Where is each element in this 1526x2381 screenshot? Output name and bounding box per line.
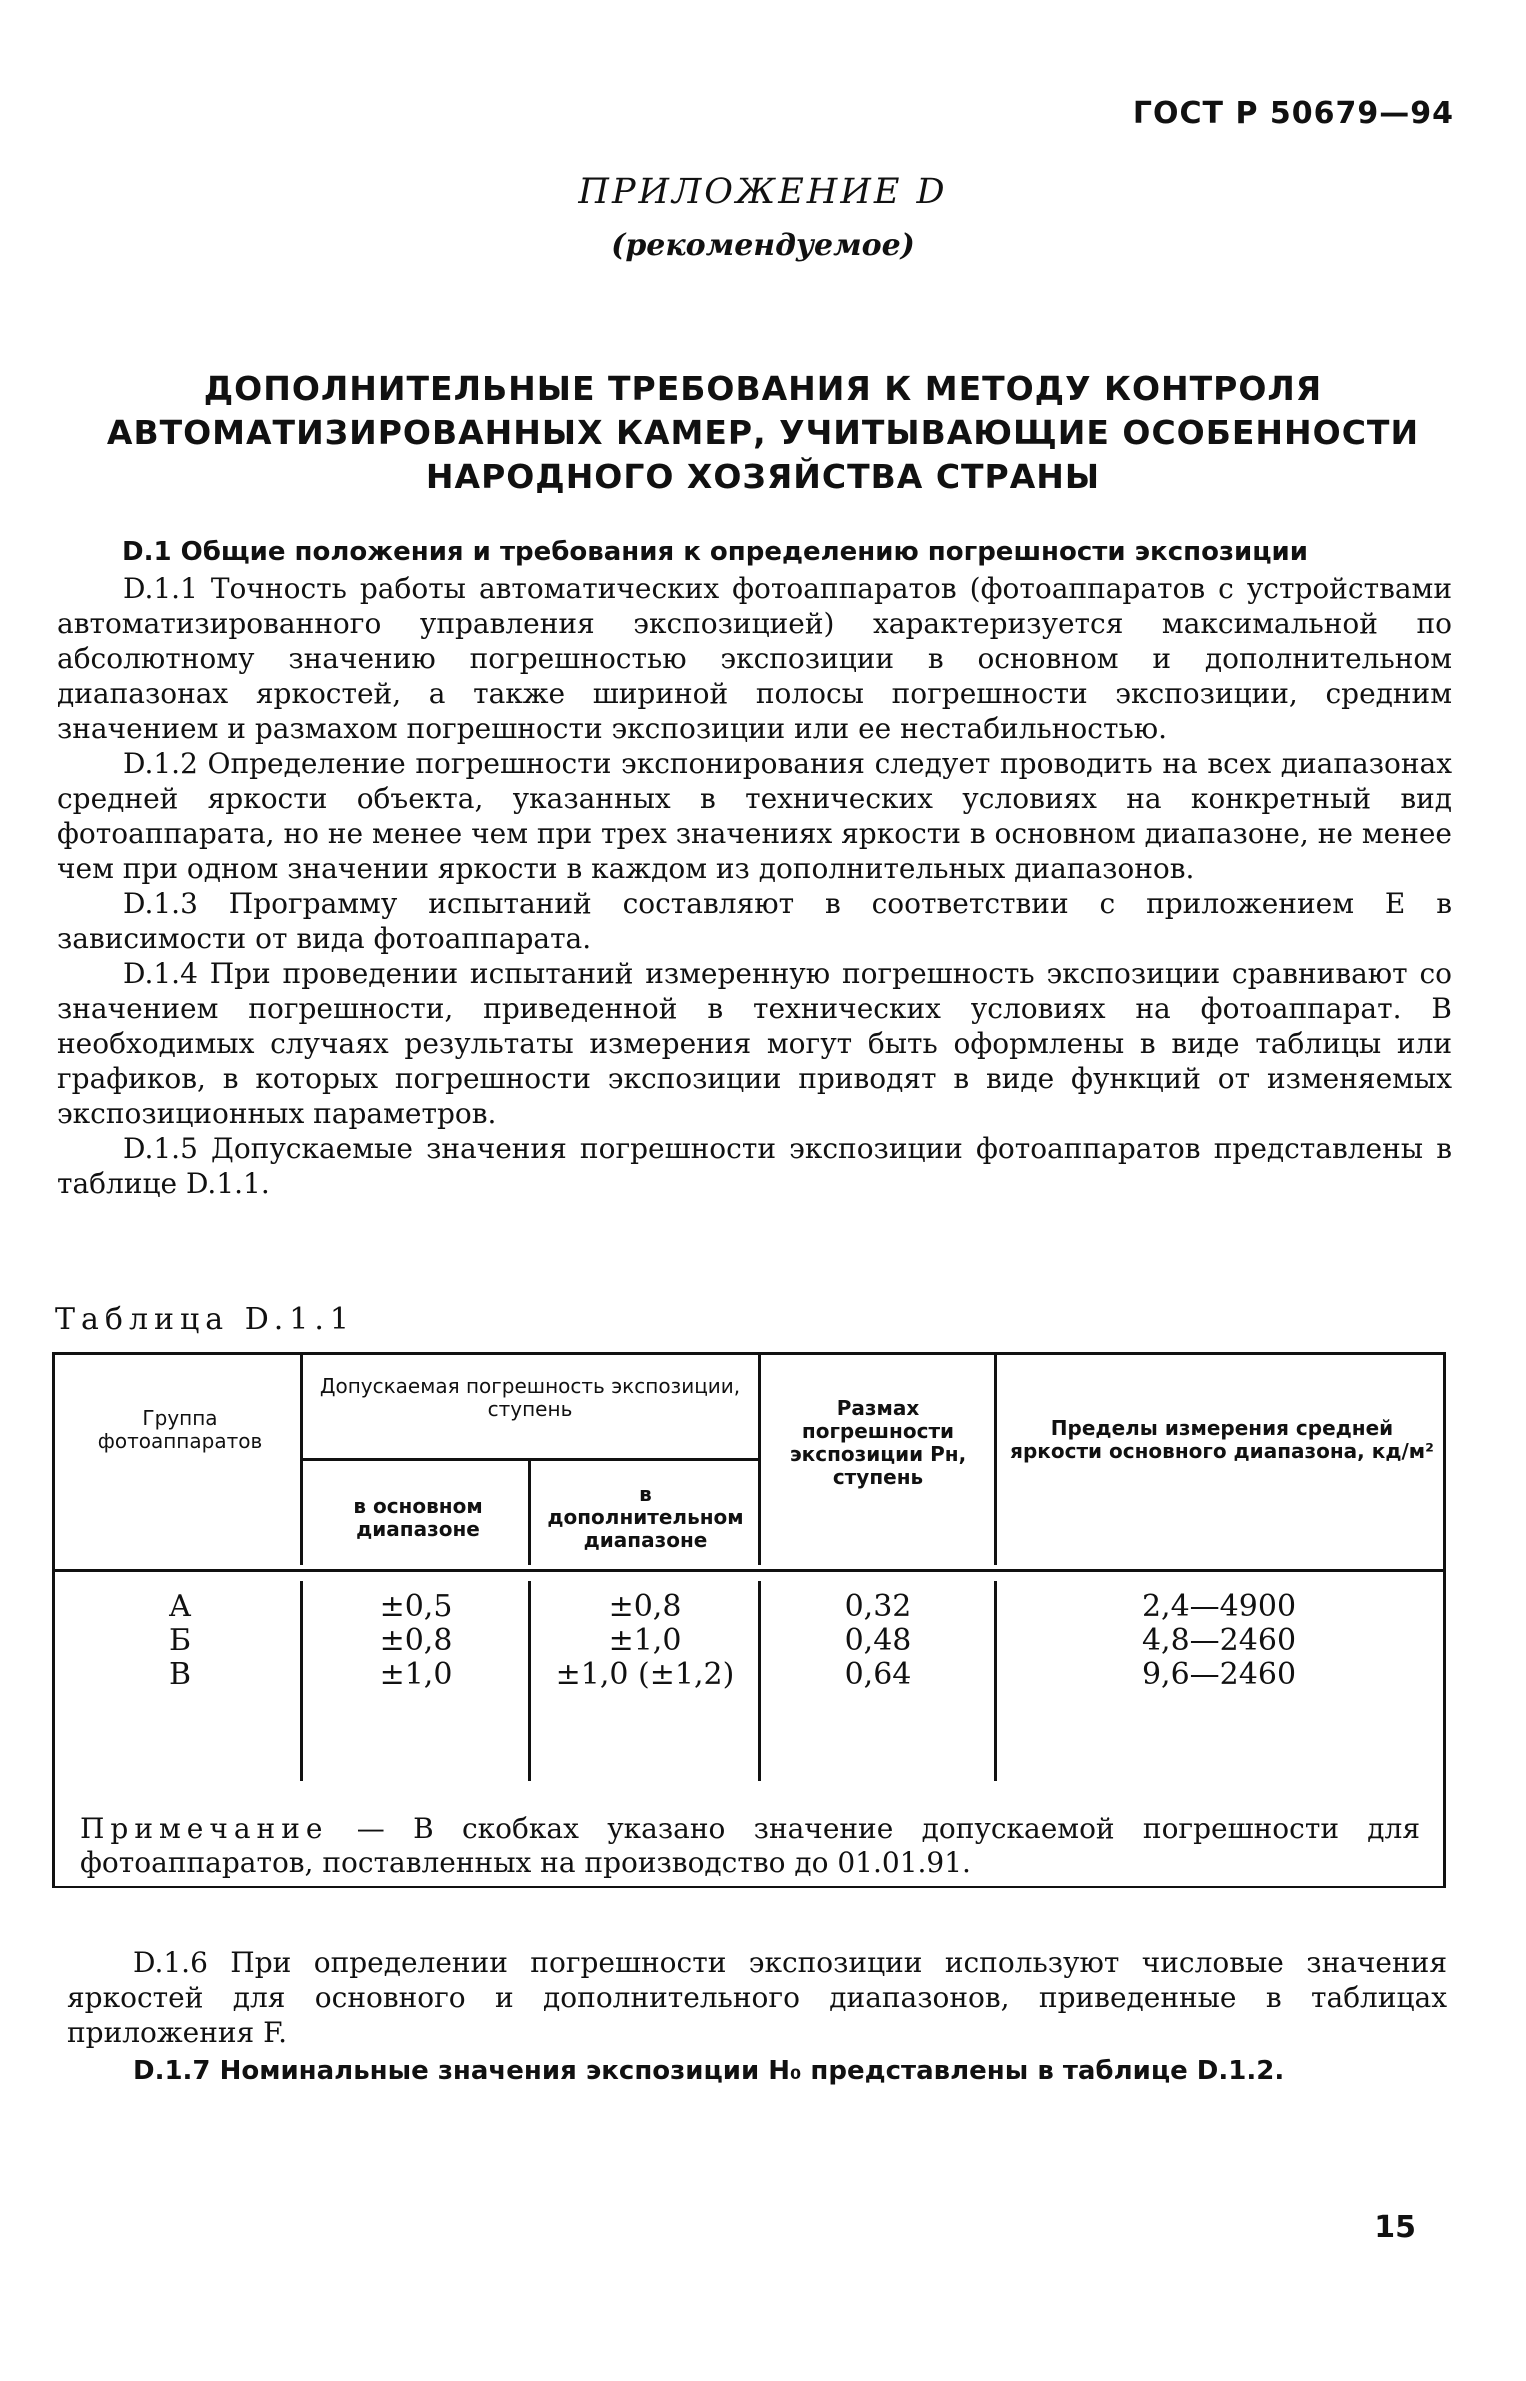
table-divider — [528, 1461, 531, 1565]
section-heading: D.1 Общие положения и требования к определению погрешности экспозиции — [122, 537, 1308, 567]
column-spread — [763, 1590, 993, 1692]
page-number: 15 — [1374, 2210, 1416, 2245]
column-main-range — [305, 1590, 527, 1692]
cell-main-range: ±0,5 — [379, 1589, 453, 1624]
cell-main-range: ±0,8 — [379, 1623, 453, 1658]
document-title: ДОПОЛНИТЕЛЬНЫЕ ТРЕБОВАНИЯ К МЕТОДУ КОНТРОЛЯ АВТОМАТИЗИРОВАННЫХ КАМЕР, УЧИТЫВАЮЩИЕ ОСОБЕННОСТИ НАРОДНОГО ХОЗЯЙСТВА СТРАНЫ — [106, 369, 1420, 496]
table-divider — [300, 1581, 303, 1781]
table-rule — [303, 1458, 758, 1461]
table-divider — [994, 1581, 997, 1781]
column-extra-range — [533, 1590, 757, 1692]
table-note-label: Примечание — [80, 1812, 329, 1845]
after-table-body — [67, 1945, 1447, 2089]
column-group — [125, 1590, 235, 1692]
header-group: Группа фотоаппаратов — [97, 1406, 263, 1453]
paragraph-d1-6: D.1.6 При определении погрешности экспозиции используют числовые значения яркостей для основного и дополнительного диапазонов, приведенные в таблицах приложения F. — [67, 1946, 1447, 2049]
appendix-status: (рекомендуемое) — [611, 228, 915, 263]
header-limits: Пределы измерения средней яркости основного диапазона, кд/м² — [1010, 1416, 1434, 1463]
table-divider — [758, 1581, 761, 1781]
header-spread: Размах погрешности экспозиции Pн, ступень — [789, 1396, 967, 1489]
header-extra-range: в дополнительном диапазоне — [547, 1482, 744, 1552]
cell-limits: 9,6—2460 — [1141, 1657, 1297, 1692]
paragraph-d1-5: D.1.5 Допускаемые значения погрешности экспозиции фотоаппаратов представлены в таблице D.1.1. — [57, 1132, 1452, 1200]
cell-limits: 4,8—2460 — [1141, 1623, 1297, 1658]
appendix-title: ПРИЛОЖЕНИЕ D — [578, 172, 948, 212]
data-table — [52, 1352, 1446, 1888]
cell-main-range: ±1,0 — [379, 1657, 453, 1692]
header-tolerance: Допускаемая погрешность экспозиции, ступень — [319, 1374, 741, 1421]
paragraph-d1-7: D.1.7 Номинальные значения экспозиции H₀ представлены в таблице D.1.2. — [133, 2056, 1285, 2086]
paragraph-d1-1: D.1.1 Точность работы автоматических фотоаппаратов (фотоаппаратов с устройствами автоматизированного управления экспозицией) характеризуется максимальной по абсолютному значению погрешностью экспозиции в основном и дополнительном диапазонах яркостей, а также шириной полосы погрешности экспозиции, средним значением и размахом погрешности экспозиции или ее нестабильностью. — [57, 572, 1452, 745]
paragraph-d1-4: D.1.4 При проведении испытаний измеренную погрешность экспозиции сравнивают со значением погрешности, приведенной в технических условиях на фотоаппарат. В необходимых случаях результаты измерения могут быть оформлены в виде таблицы или графиков, в которых погрешности экспозиции приводят в виде функций от изменяемых экспозиционных параметров. — [57, 957, 1452, 1130]
cell-extra-range: ±0,8 — [608, 1589, 682, 1624]
table-divider — [758, 1355, 761, 1565]
table-divider — [528, 1581, 531, 1781]
table-note-text: — В скобках указано значение допускаемой погрешности для фотоаппаратов, поставленных на производство до 01.01.91. — [80, 1812, 1420, 1879]
cell-spread: 0,64 — [844, 1657, 912, 1692]
section-body — [57, 571, 1452, 1201]
table-caption: Таблица D.1.1 — [55, 1302, 355, 1337]
cell-group: Б — [168, 1623, 192, 1658]
paragraph-d1-3: D.1.3 Программу испытаний составляют в соответствии с приложением E в зависимости от вида фотоаппарата. — [57, 887, 1452, 955]
cell-spread: 0,32 — [844, 1589, 912, 1624]
table-note — [80, 1812, 1420, 1880]
table-divider — [994, 1355, 997, 1565]
standard-code: ГОСТ Р 50679—94 — [1132, 96, 1454, 131]
cell-limits: 2,4—4900 — [1141, 1589, 1297, 1624]
column-limits — [999, 1590, 1439, 1692]
cell-spread: 0,48 — [844, 1623, 912, 1658]
paragraph-d1-2: D.1.2 Определение погрешности экспонирования следует проводить на всех диапазонах средней яркости объекта, указанных в технических условиях на конкретный вид фотоаппарата, но не менее чем при трех значениях яркости в основном диапазоне, не менее чем при одном значении яркости в каждом из дополнительных диапазонов. — [57, 747, 1452, 885]
table-rule — [55, 1569, 1443, 1572]
cell-extra-range: ±1,0 (±1,2) — [555, 1657, 735, 1692]
cell-group: В — [168, 1657, 192, 1692]
cell-extra-range: ±1,0 — [608, 1623, 682, 1658]
cell-group: А — [168, 1589, 192, 1624]
header-main-range: в основном диапазоне — [353, 1494, 483, 1541]
